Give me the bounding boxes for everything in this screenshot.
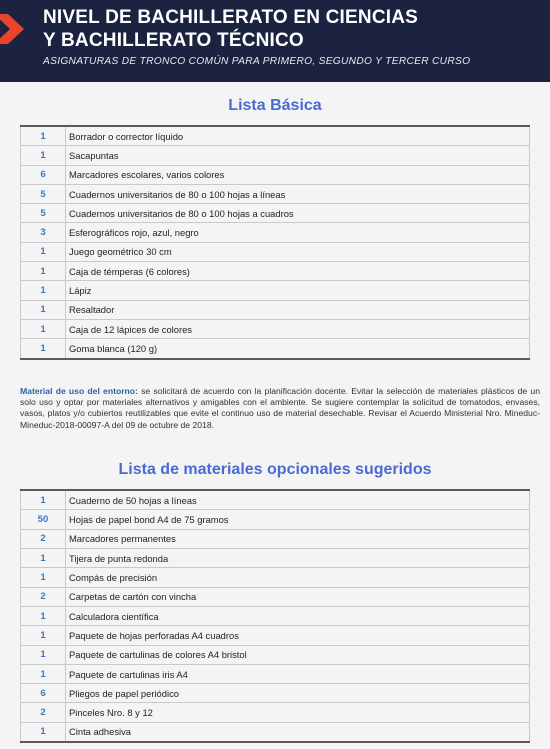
item-quantity: 1 (21, 606, 66, 625)
table-row (21, 262, 530, 281)
note-lead: Material de uso del entorno: (20, 385, 138, 396)
item-name: Caja de 12 lápices de colores (66, 319, 530, 338)
item-quantity: 1 (21, 626, 66, 645)
page-subtitle: ASIGNATURAS DE TRONCO COMÚN PARA PRIMERO, SEGUNDO Y TERCER CURSO (43, 56, 471, 67)
item-name: Goma blanca (120 g) (66, 339, 530, 359)
chevron-right-icon (0, 14, 34, 44)
item-quantity: 1 (21, 568, 66, 587)
item-quantity: 1 (21, 262, 66, 281)
item-quantity: 3 (21, 223, 66, 242)
item-name: Paquete de hojas perforadas A4 cuadros (66, 626, 530, 645)
item-name: Caja de témperas (6 colores) (66, 262, 530, 281)
table-row (21, 510, 530, 529)
table-row (21, 126, 530, 146)
item-name: Cuadernos universitarios de 80 o 100 hojas a cuadros (66, 204, 530, 223)
table-row (21, 606, 530, 625)
item-name: Hojas de papel bond A4 de 75 gramos (66, 510, 530, 529)
item-quantity: 1 (21, 664, 66, 683)
item-name: Carpetas de cartón con vincha (66, 587, 530, 606)
item-quantity: 1 (21, 242, 66, 261)
item-name: Resaltador (66, 300, 530, 319)
item-name: Paquete de cartulinas de colores A4 bristol (66, 645, 530, 664)
table-row (21, 529, 530, 548)
page-header (0, 0, 550, 82)
item-quantity: 2 (21, 529, 66, 548)
item-quantity: 1 (21, 300, 66, 319)
item-name: Lápiz (66, 281, 530, 300)
optional-list-table (20, 489, 530, 743)
item-quantity: 5 (21, 184, 66, 203)
page-title (43, 6, 418, 52)
table-row (21, 165, 530, 184)
item-name: Sacapuntas (66, 146, 530, 165)
item-quantity: 1 (21, 319, 66, 338)
table-row (21, 549, 530, 568)
item-quantity: 2 (21, 587, 66, 606)
title-line-1: NIVEL DE BACHILLERATO EN CIENCIAS (43, 7, 419, 28)
table-row (21, 300, 530, 319)
item-name: Juego geométrico 30 cm (66, 242, 530, 261)
item-name: Paquete de cartulinas iris A4 (66, 664, 530, 683)
table-row (21, 204, 530, 223)
item-quantity: 1 (21, 126, 66, 146)
table-row (21, 684, 530, 703)
item-quantity: 6 (21, 684, 66, 703)
table-row (21, 490, 530, 510)
optional-list-title: Lista de materiales opcionales sugeridos (118, 461, 432, 479)
note-text: se solicitará de acuerdo con la planificación docente. Evitar la selección de materiales plásticos de un solo uso y optar por materiales alternativos y amigables con el ambiente. Se sugiere contemplar la solicitud de tomatodos, envases, vasos, platos y/o cubiertos reutilizables que evite el continuo uso de material desechable. Revisar el Acuerdo Ministerial Nro. Mineduc-Mineduc-2018-00097-A del 09 de octubre de 2018. (20, 385, 540, 430)
item-name: Cuaderno de 50 hojas a líneas (66, 490, 530, 510)
table-row (21, 703, 530, 722)
table-row (21, 626, 530, 645)
item-quantity: 1 (21, 490, 66, 510)
item-name: Marcadores permanentes (66, 529, 530, 548)
table-row (21, 645, 530, 664)
item-name: Pinceles Nro. 8 y 12 (66, 703, 530, 722)
item-quantity: 5 (21, 204, 66, 223)
item-name: Cuadernos universitarios de 80 o 100 hojas a líneas (66, 184, 530, 203)
item-name: Esferográficos rojo, azul, negro (66, 223, 530, 242)
item-quantity: 1 (21, 339, 66, 359)
basic-list-title: Lista Básica (228, 97, 322, 114)
item-name: Marcadores escolares, varios colores (66, 165, 530, 184)
item-quantity: 1 (21, 722, 66, 742)
item-name: Cinta adhesiva (66, 722, 530, 742)
item-name: Calculadora científica (66, 606, 530, 625)
item-name: Pliegos de papel periódico (66, 684, 530, 703)
item-quantity: 2 (21, 703, 66, 722)
table-row (21, 319, 530, 338)
item-quantity: 1 (21, 281, 66, 300)
table-row (21, 281, 530, 300)
item-quantity: 1 (21, 645, 66, 664)
item-quantity: 1 (21, 549, 66, 568)
environment-note (20, 386, 540, 432)
item-quantity: 50 (21, 510, 66, 529)
table-row (21, 242, 530, 261)
table-row (21, 568, 530, 587)
table-row (21, 223, 530, 242)
item-name: Borrador o corrector líquido (66, 126, 530, 146)
table-row (21, 587, 530, 606)
title-line-2: Y BACHILLERATO TÉCNICO (43, 30, 304, 51)
table-row (21, 664, 530, 683)
item-name: Tijera de punta redonda (66, 549, 530, 568)
table-row (21, 722, 530, 742)
table-row (21, 339, 530, 359)
table-row (21, 184, 530, 203)
item-quantity: 1 (21, 146, 66, 165)
basic-list-table (20, 125, 530, 360)
item-quantity: 6 (21, 165, 66, 184)
item-name: Compás de precisión (66, 568, 530, 587)
table-row (21, 146, 530, 165)
